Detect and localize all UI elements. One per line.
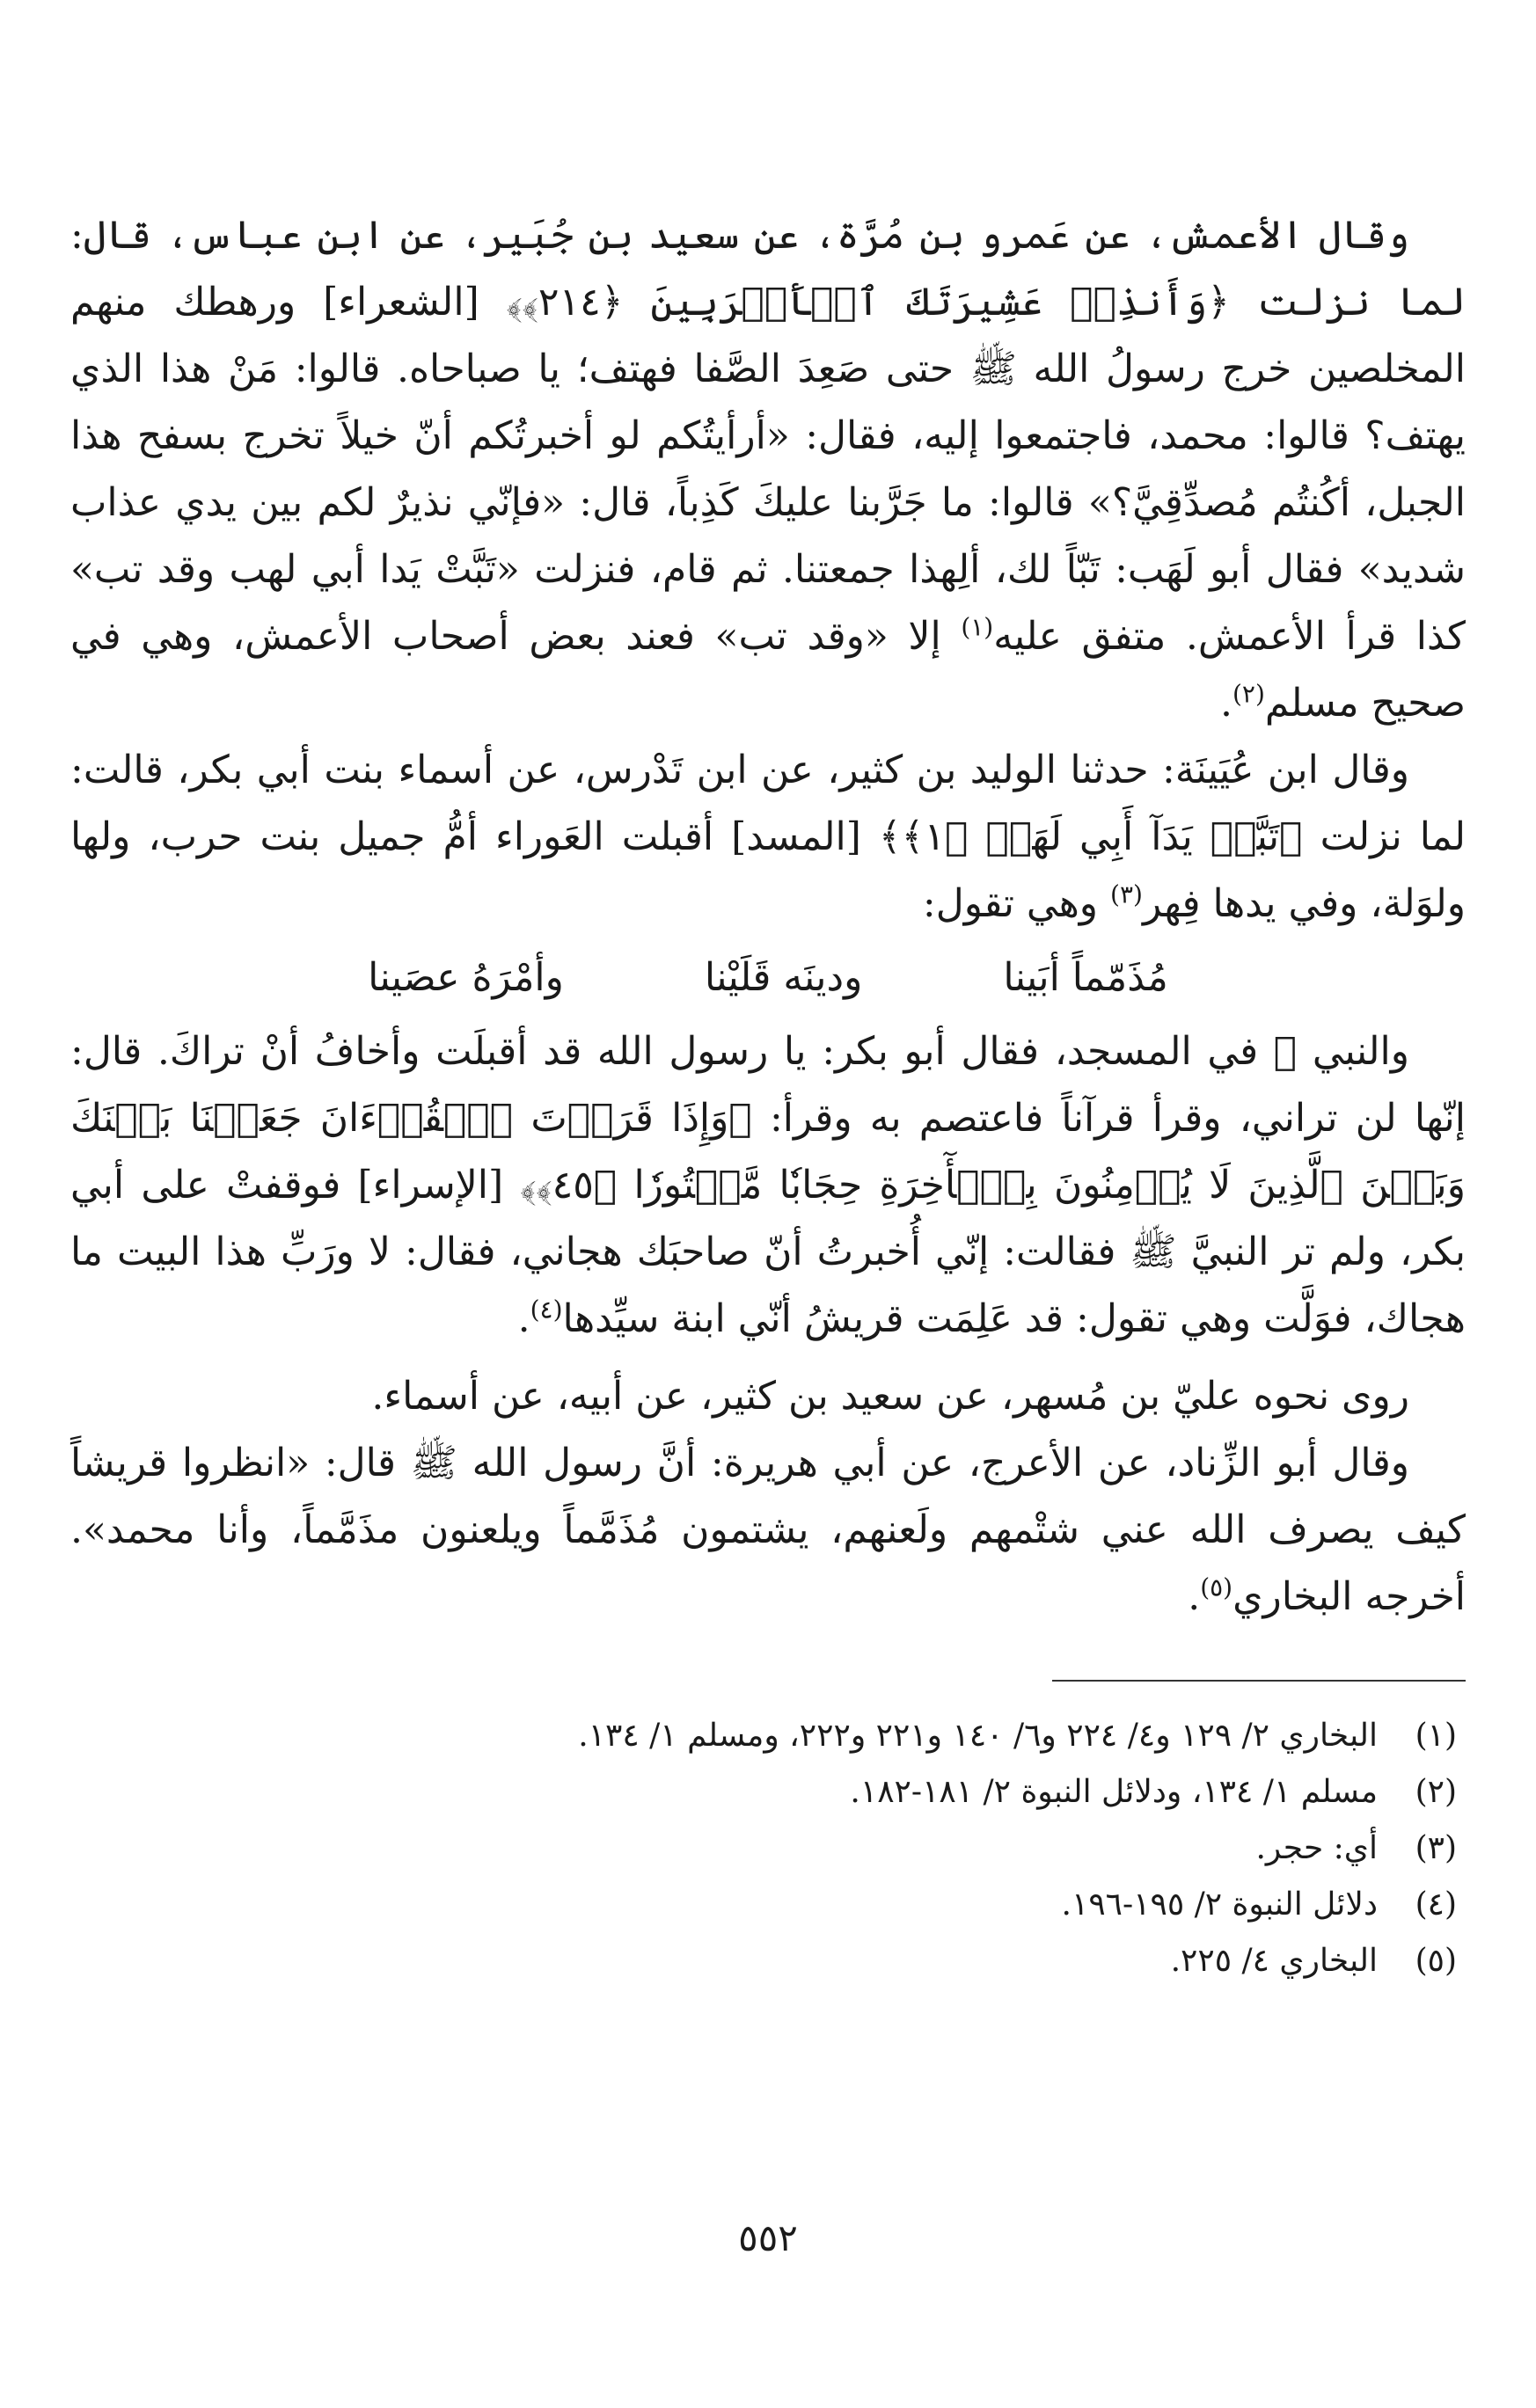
paragraph-text: وقال أبو الزِّناد، عن الأعرج، عن أبي هريرة: أنَّ رسول الله ﷺ قال: «انظروا قريشاً كيف يصرف الله عني شتْمهم ولَعنهم، يشتمون مُذَمَّماً ويلعنون مذَمَّماً، وأنا محمد». أخرجه البخاري: [70, 1441, 1466, 1619]
paragraph-text: روى نحوه عليّ بن مُسهر، عن سعيد بن كثير، عن أبيه، عن أسماء.: [371, 1374, 1409, 1419]
paragraph-text: .: [1188, 1574, 1201, 1619]
footnote-number: (٤): [1415, 1886, 1457, 1923]
footnote-ref[interactable]: (٢): [1232, 679, 1265, 709]
footnote-text: دلائل النبوة ٢/ ١٩٥-١٩٦.: [1061, 1886, 1378, 1923]
paragraph-3: [70, 1018, 1466, 1353]
page-number: ٥٥٢: [738, 2216, 798, 2259]
poem-verse: [70, 943, 1466, 1013]
paragraph-text: .: [517, 1296, 530, 1341]
footnote-item: [70, 1708, 1466, 1764]
footnote-text: البخاري ٤/ ٢٢٥.: [1170, 1943, 1378, 1979]
footnote-ref[interactable]: (١): [961, 612, 994, 642]
footnote-number: (٣): [1415, 1830, 1457, 1866]
footnote-item: [70, 1821, 1466, 1877]
paragraph-2: [70, 737, 1466, 938]
paragraph-text: وقال ابن عُيَينَة: حدثنا الوليد بن كثير، عن ابن تَدْرس، عن أسماء بنت أبي بكر، قالت: لما نزلت ﴿تَبَّتۡ يَدَآ أَبِي لَهَبٖ ﴿١﴾﴾ [المسد] أقبلت العَوراء أمُّ جميل بنت حرب، ولها ولوَلة، وفي يدها فِهر: [70, 748, 1466, 926]
footnote-text: البخاري ٢/ ١٢٩ و٤/ ٢٢٤ و٦/ ١٤٠ و٢٢١ و٢٢٢، ومسلم ١/ ١٣٤.: [578, 1718, 1378, 1754]
footnote-text: مسلم ١/ ١٣٤، ودلائل النبوة ٢/ ١٨١-١٨٢.: [850, 1774, 1378, 1810]
footnote-ref[interactable]: (٥): [1200, 1572, 1233, 1602]
paragraph-4: [70, 1363, 1466, 1430]
footnote-text: أي: حجر.: [1255, 1830, 1378, 1866]
footnote-divider: [1052, 1680, 1466, 1682]
verse-hemistich: وأمْرَهُ عصَينا: [368, 955, 564, 1000]
verse-hemistich: ودينَه قَلَيْنا: [704, 955, 863, 1000]
footnote-item: [70, 1764, 1466, 1821]
footnote-number: (١): [1415, 1718, 1457, 1754]
footnotes: [70, 1708, 1466, 1989]
footnote-ref[interactable]: (٤): [530, 1295, 563, 1324]
footnote-number: (٥): [1415, 1943, 1457, 1979]
paragraph-text: والنبي ﷺ في المسجد، فقال أبو بكر: يا رسول الله قد أقبلَت وأخافُ أنْ تراكَ. قال: إنّها لن تراني، وقرأ قرآناً فاعتصم به وقرأ: ﴿وَإِذَا قَرَأۡتَ ٱلۡقُرۡءَانَ جَعَلۡنَا بَيۡنَكَ وَبَيۡنَ ٱلَّذِينَ لَا يُؤۡمِنُونَ بِٱلۡأٓخِرَةِ حِجَابٗا مَّسۡتُورٗا ﴿٤٥﴾﴾ [الإسراء] فوقفتْ على أبي بكر، ولم تر النبيَّ ﷺ فقالت: إنّي أُخبرتُ أنّ صاحبَك هجاني، فقال: لا ورَبِّ هذا البيت ما هجاك، فوَلَّت وهي تقول: قد عَلِمَت قريشُ أنّي ابنة سيِّدها: [70, 1029, 1467, 1341]
footnote-ref[interactable]: (٣): [1110, 879, 1143, 909]
paragraph-text: .: [1219, 681, 1232, 726]
footnote-item: [70, 1877, 1466, 1933]
paragraph-text: إلا «وقد تب» فعند بعض أصحاب الأعمش، وهي في صحيح مسلم: [70, 614, 1466, 726]
paragraph-5: [70, 1430, 1466, 1631]
footnote-item: [70, 1933, 1466, 1989]
paragraph-text: وقال الأعمش، عن عَمرو بن مُرَّة، عن سعيد بن جُبَير، عن ابن عباس، قال: لما نزلت ﴿وَأَنذِرۡ عَشِيرَتَكَ ٱلۡأَقۡرَبِينَ ﴿٢١٤﴾﴾ [الشعراء] ورهطك منهم المخلصين خرج رسولُ الله ﷺ حتى صَعِدَ الصَّفا فهتف؛ يا صباحاه. قالوا: مَنْ هذا الذي يهتف؟ قالوا: محمد، فاجتمعوا إليه، فقال: «أرأيتُكم لو أخبرتُكم أنّ خيلاً تخرج بسفح هذا الجبل، أكُنتُم مُصدِّقِيَّ؟» قالوا: ما جَرَّبنا عليكَ كَذِباً، قال: «فإنّي نذيرٌ لكم بين يدي عذاب شديد» فقال أبو لَهَب: تَبّاً لك، ألِهذا جمعتنا. ثم قام، فنزلت «تَبَّتْ يَدا أبي لهب وقد تب» كذا قرأ الأعمش. متفق عليه: [70, 213, 1467, 659]
page-body: [70, 202, 1466, 1989]
footnote-number: (٢): [1415, 1774, 1457, 1810]
paragraph-1: [70, 202, 1466, 737]
verse-hemistich: مُذَمّماً أبَينا: [1003, 955, 1168, 1000]
paragraph-text: وهي تقول:: [922, 881, 1111, 926]
